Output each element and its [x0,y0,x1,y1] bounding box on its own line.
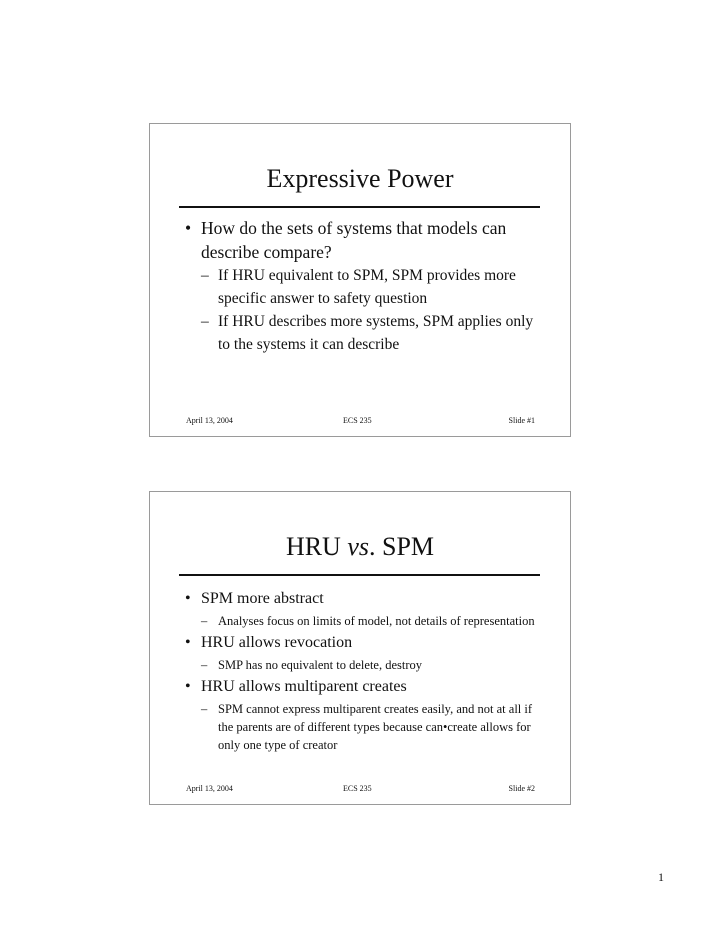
title-pre: HRU [285,532,348,561]
bullet-item [185,588,548,610]
sub-bullet-item [185,700,548,754]
sub-bullet-item [185,612,548,630]
bullet-text: HRU allows revocation [201,634,353,651]
title-emphasis: vs [347,532,370,561]
slide-footer [186,783,535,795]
footer-course: ECS 235 [343,784,372,793]
slide-footer [186,415,535,427]
bullet-glyph: • [185,678,191,695]
bullet-item [185,216,548,264]
bullet-item [185,676,548,698]
sub-bullet-text: If HRU describes more systems, SPM applies only to the systems it can describe [218,313,534,353]
slide-content [185,586,548,754]
title-rule [179,574,540,576]
title-post: . SPM [369,532,435,561]
slide-title: Expressive Power [266,164,454,193]
footer-slide-number: Slide #2 [508,784,535,793]
title-rule [179,206,540,208]
bullet-glyph: • [185,634,191,651]
bullet-glyph: • [185,590,191,607]
dash-glyph: – [201,658,208,672]
footer-course: ECS 235 [343,416,372,425]
sub-bullet-text: SMP has no equivalent to delete, destroy [218,658,423,672]
bullet-text: How do the sets of systems that models can describe compare? [201,218,507,262]
slide-2 [149,491,571,805]
bullet-item [185,632,548,654]
slide-title [150,532,570,562]
page-number: 1 [658,870,664,884]
slide-1 [149,123,571,437]
sub-bullet-item [185,310,548,356]
sub-bullet-text: Analyses focus on limits of model, not details of representation [218,614,535,628]
bullet-text: HRU allows multiparent creates [201,678,407,695]
slide-content [185,216,548,356]
footer-slide-number: Slide #1 [508,416,535,425]
dash-glyph: – [201,614,208,628]
sub-bullet-item [185,264,548,310]
dash-glyph: – [201,313,209,330]
bullet-glyph: • [185,218,192,238]
sub-bullet-item [185,656,548,674]
bullet-text: SPM more abstract [201,590,324,607]
footer-date: April 13, 2004 [186,784,233,793]
sub-bullet-text: SPM cannot express multiparent creates easily, and not at all if the parents are of different types because can•create allows for only one type of creator [218,702,533,752]
footer-date: April 13, 2004 [186,416,233,425]
dash-glyph: – [201,267,209,284]
dash-glyph: – [201,702,208,716]
sub-bullet-text: If HRU equivalent to SPM, SPM provides more specific answer to safety question [218,267,516,307]
